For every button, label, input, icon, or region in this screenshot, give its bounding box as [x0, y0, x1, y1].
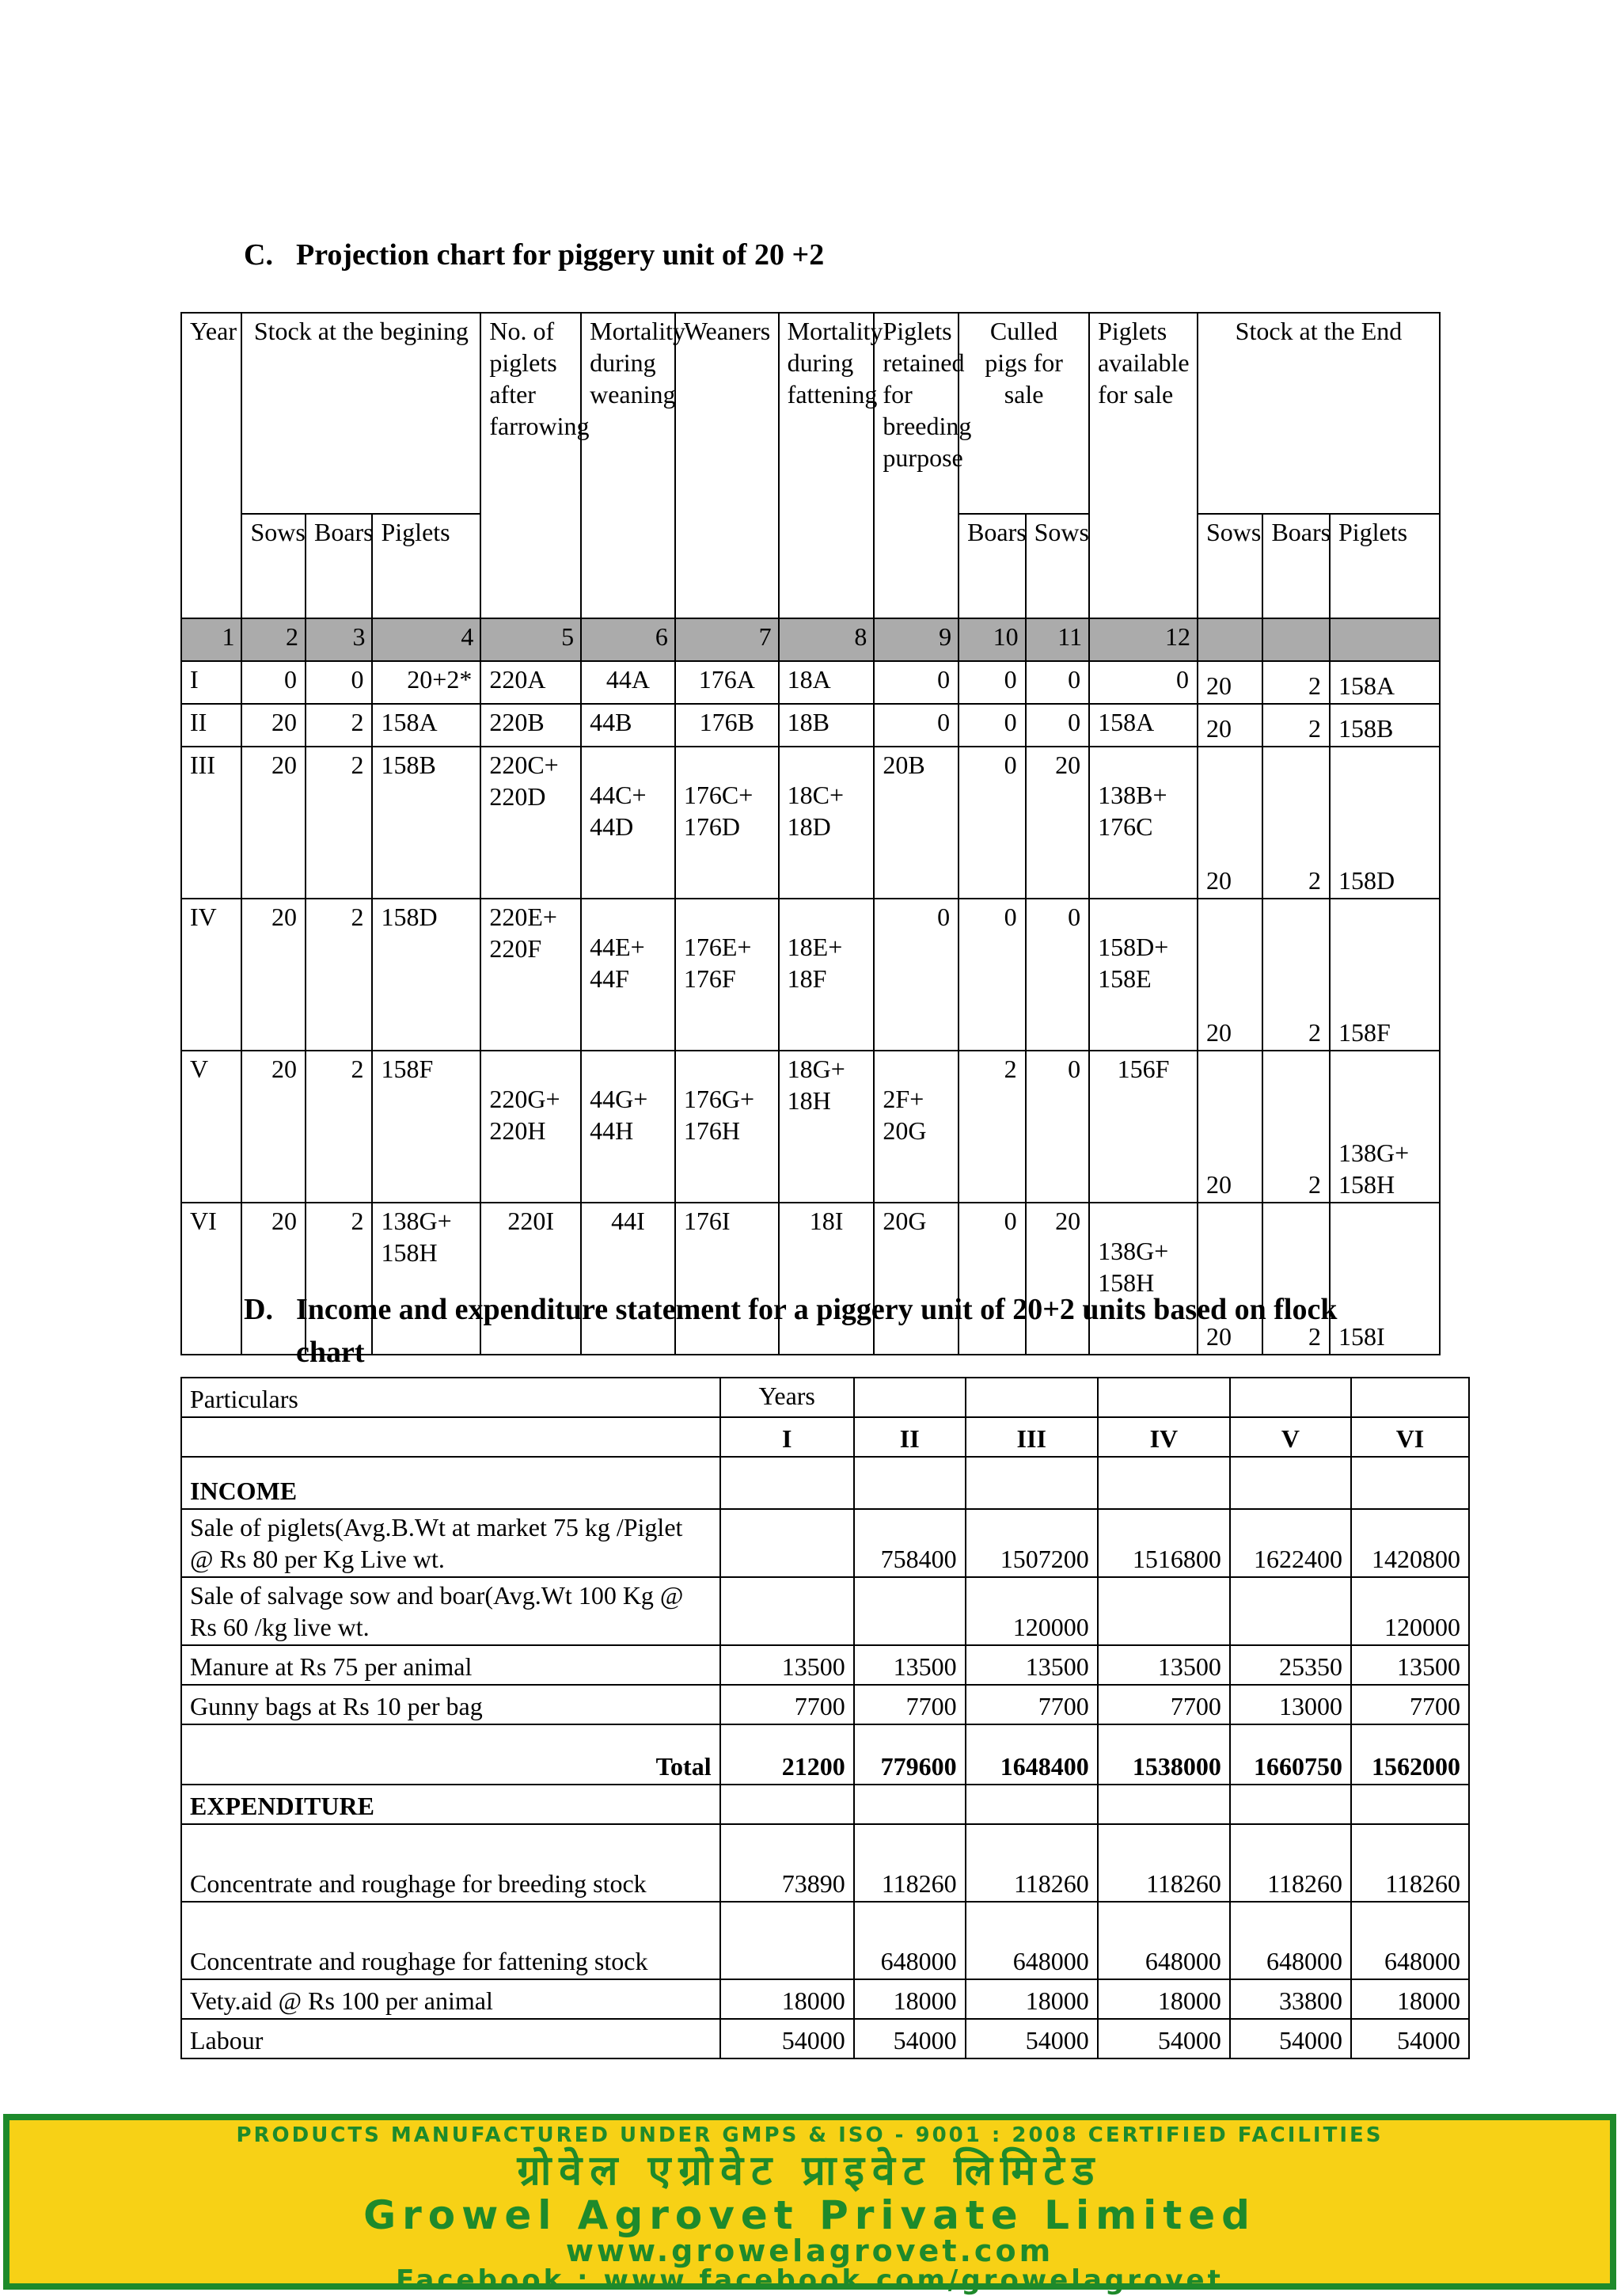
cell-end-boars: 2	[1262, 1203, 1330, 1355]
cell-mortality-weaning: 44B	[581, 704, 675, 747]
cell-culled-sows: 20	[1026, 1203, 1090, 1355]
cell-weaners: 176E+ 176F	[675, 899, 779, 1051]
row-value: 13500	[1098, 1645, 1230, 1685]
blank-cell	[1098, 1378, 1230, 1417]
column-index: 10	[959, 618, 1026, 661]
total-label: Total	[181, 1724, 720, 1785]
cell-farrowing: 220E+ 220F	[480, 899, 581, 1051]
banner-facebook: Facebook : www.facebook.com/growelagrovet	[396, 2264, 1224, 2296]
total-value: 1538000	[1098, 1724, 1230, 1785]
blank-cell	[720, 1785, 854, 1824]
cell-available: 156F	[1089, 1051, 1198, 1203]
cell-year: IV	[181, 899, 241, 1051]
total-value: 21200	[720, 1724, 854, 1785]
banner-company-name: Growel Agrovet Private Limited	[363, 2192, 1256, 2238]
header-years: Years	[720, 1378, 854, 1417]
blank-cell	[966, 1457, 1098, 1509]
column-index: 8	[779, 618, 875, 661]
row-value: 18000	[1098, 1979, 1230, 2019]
row-label: Sale of salvage sow and boar(Avg.Wt 100 Kg @ Rs 60 /kg live wt.	[181, 1577, 720, 1645]
row-value: 33800	[1230, 1979, 1351, 2019]
subheader-end-sows: Sows	[1198, 514, 1263, 618]
subheader-end-piglets: Piglets	[1330, 514, 1440, 618]
header-particulars: Particulars	[181, 1378, 720, 1417]
column-index: 9	[874, 618, 959, 661]
section-d-title: Income and expenditure statement for a piggery unit of 20+2 units based on flock chart	[296, 1293, 1338, 1369]
cell-culled-boars: 0	[959, 704, 1026, 747]
cell-mortality-weaning: 44E+ 44F	[581, 899, 675, 1051]
year-header: III	[966, 1417, 1098, 1457]
cell-culled-sows: 20	[1026, 747, 1090, 899]
blank-cell	[1230, 1378, 1351, 1417]
cell-weaners: 176C+ 176D	[675, 747, 779, 899]
table-row	[181, 899, 1440, 1051]
row-value: 13500	[720, 1645, 854, 1685]
column-index-blank	[1262, 618, 1330, 661]
total-row	[181, 1724, 1469, 1785]
row-value: 1420800	[1351, 1509, 1469, 1577]
row-value: 118260	[1351, 1824, 1469, 1902]
row-value	[854, 1577, 966, 1645]
row-value: 7700	[720, 1685, 854, 1724]
table-row	[181, 1824, 1469, 1902]
row-value: 54000	[1230, 2019, 1351, 2058]
subheader-culled-boars: Boars	[959, 514, 1026, 618]
cell-retained: 20G	[874, 1203, 959, 1355]
row-label: Manure at Rs 75 per animal	[181, 1645, 720, 1685]
cell-boars: 0	[306, 661, 373, 704]
cell-end-boars: 2	[1262, 704, 1330, 747]
cell-year: I	[181, 661, 241, 704]
column-index: 2	[241, 618, 306, 661]
column-index-blank	[1330, 618, 1440, 661]
header-year: Year	[181, 313, 241, 618]
blank-cell	[181, 1417, 720, 1457]
cell-mortality-weaning: 44A	[581, 661, 675, 704]
cell-year: II	[181, 704, 241, 747]
header-mortality-fattening: Mortality during fattening	[779, 313, 875, 618]
cell-mortality-fattening: 18E+ 18F	[779, 899, 875, 1051]
cell-sows: 20	[241, 1051, 306, 1203]
cell-retained: 0	[874, 704, 959, 747]
blank-cell	[1351, 1457, 1469, 1509]
table-row	[181, 1509, 1469, 1577]
cell-weaners: 176B	[675, 704, 779, 747]
cell-sows: 20	[241, 1203, 306, 1355]
row-value: 73890	[720, 1824, 854, 1902]
cell-retained: 0	[874, 661, 959, 704]
row-value: 7700	[854, 1685, 966, 1724]
cell-end-sows: 20	[1198, 1203, 1263, 1355]
table-row	[181, 1979, 1469, 2019]
cell-year: III	[181, 747, 241, 899]
cell-available: 158A	[1089, 704, 1198, 747]
cell-end-sows: 20	[1198, 899, 1263, 1051]
column-index: 4	[372, 618, 480, 661]
cell-culled-boars: 0	[959, 747, 1026, 899]
cell-end-sows: 20	[1198, 1051, 1263, 1203]
row-value: 54000	[720, 2019, 854, 2058]
cell-end-piglets: 158F	[1330, 899, 1440, 1051]
table-row	[181, 1051, 1440, 1203]
row-value: 54000	[854, 2019, 966, 2058]
table-row	[181, 1645, 1469, 1685]
cell-boars: 2	[306, 1203, 373, 1355]
cell-end-sows: 20	[1198, 704, 1263, 747]
cell-mortality-fattening: 18C+ 18D	[779, 747, 875, 899]
cell-mortality-weaning: 44I	[581, 1203, 675, 1355]
row-value	[1098, 1577, 1230, 1645]
cell-end-boars: 2	[1262, 661, 1330, 704]
header-piglets-available: Piglets available for sale	[1089, 313, 1198, 618]
row-value	[720, 1902, 854, 1979]
cell-piglets: 158B	[372, 747, 480, 899]
blank-cell	[1098, 1457, 1230, 1509]
row-value: 648000	[854, 1902, 966, 1979]
cell-farrowing: 220A	[480, 661, 581, 704]
column-index: 11	[1026, 618, 1090, 661]
footer-banner	[3, 2114, 1616, 2296]
row-value: 1516800	[1098, 1509, 1230, 1577]
cell-sows: 20	[241, 704, 306, 747]
row-value	[720, 1577, 854, 1645]
cell-sows: 0	[241, 661, 306, 704]
cell-weaners: 176G+ 176H	[675, 1051, 779, 1203]
table-row	[181, 2019, 1469, 2058]
row-value: 18000	[1351, 1979, 1469, 2019]
cell-culled-boars: 2	[959, 1051, 1026, 1203]
cell-sows: 20	[241, 899, 306, 1051]
row-value: 7700	[1098, 1685, 1230, 1724]
row-label: Sale of piglets(Avg.B.Wt at market 75 kg /Piglet @ Rs 80 per Kg Live wt.	[181, 1509, 720, 1577]
cell-culled-sows: 0	[1026, 899, 1090, 1051]
row-value: 1622400	[1230, 1509, 1351, 1577]
header-piglets-farrowing: No. of piglets after farrowing	[480, 313, 581, 618]
cell-farrowing: 220G+ 220H	[480, 1051, 581, 1203]
row-value: 118260	[966, 1824, 1098, 1902]
column-index: 7	[675, 618, 779, 661]
row-value: 758400	[854, 1509, 966, 1577]
cell-end-piglets: 138G+ 158H	[1330, 1051, 1440, 1203]
column-index: 5	[480, 618, 581, 661]
cell-mortality-weaning: 44C+ 44D	[581, 747, 675, 899]
table-row	[181, 661, 1440, 704]
cell-end-boars: 2	[1262, 899, 1330, 1051]
cell-available: 158D+ 158E	[1089, 899, 1198, 1051]
cell-boars: 2	[306, 1051, 373, 1203]
row-value: 18000	[854, 1979, 966, 2019]
subheader-piglets: Piglets	[372, 514, 480, 618]
row-value: 648000	[1098, 1902, 1230, 1979]
blank-cell	[966, 1785, 1098, 1824]
subheader-end-boars: Boars	[1262, 514, 1330, 618]
row-value: 648000	[966, 1902, 1098, 1979]
cell-available: 0	[1089, 661, 1198, 704]
total-value: 1648400	[966, 1724, 1098, 1785]
header-piglets-retained: Piglets retained for breeding purpose	[874, 313, 959, 618]
cell-boars: 2	[306, 704, 373, 747]
table-row	[181, 1902, 1469, 1979]
row-value: 7700	[1351, 1685, 1469, 1724]
table-row	[181, 1577, 1469, 1645]
cell-sows: 20	[241, 747, 306, 899]
cell-piglets: 20+2*	[372, 661, 480, 704]
cell-culled-boars: 0	[959, 899, 1026, 1051]
cell-culled-sows: 0	[1026, 1051, 1090, 1203]
blank-cell	[720, 1457, 854, 1509]
row-value	[1230, 1577, 1351, 1645]
section-c-letter: C.	[244, 238, 273, 272]
year-header: V	[1230, 1417, 1351, 1457]
header-weaners: Weaners	[675, 313, 779, 618]
header-stock-begin: Stock at the begining	[241, 313, 480, 514]
section-c-title: Projection chart for piggery unit of 20 +2	[296, 238, 825, 272]
cell-culled-sows: 0	[1026, 661, 1090, 704]
blank-cell	[854, 1378, 966, 1417]
banner-certification: PRODUCTS MANUFACTURED UNDER GMPS & ISO - 9001 : 2008 CERTIFIED FACILITIES	[236, 2123, 1384, 2147]
row-value: 54000	[966, 2019, 1098, 2058]
cell-end-piglets: 158I	[1330, 1203, 1440, 1355]
subheader-sows: Sows	[241, 514, 306, 618]
cell-end-boars: 2	[1262, 747, 1330, 899]
banner-company-hindi: ग्रोवेल एग्रोवेट प्राइवेट लिमिटेड	[517, 2147, 1103, 2195]
income-label: INCOME	[181, 1457, 720, 1509]
blank-cell	[966, 1378, 1098, 1417]
cell-weaners: 176A	[675, 661, 779, 704]
cell-end-piglets: 158B	[1330, 704, 1440, 747]
subheader-culled-sows: Sows	[1026, 514, 1090, 618]
blank-cell	[1230, 1785, 1351, 1824]
row-value: 13500	[966, 1645, 1098, 1685]
column-index-blank	[1198, 618, 1263, 661]
cell-farrowing: 220I	[480, 1203, 581, 1355]
row-value: 25350	[1230, 1645, 1351, 1685]
section-d-heading	[244, 1288, 1391, 1374]
blank-cell	[854, 1457, 966, 1509]
cell-mortality-weaning: 44G+ 44H	[581, 1051, 675, 1203]
income-expenditure-table	[180, 1377, 1470, 2059]
cell-culled-sows: 0	[1026, 704, 1090, 747]
cell-culled-boars: 0	[959, 1203, 1026, 1355]
expenditure-label: EXPENDITURE	[181, 1785, 720, 1824]
year-header: VI	[1351, 1417, 1469, 1457]
row-value: 54000	[1351, 2019, 1469, 2058]
row-value: 7700	[966, 1685, 1098, 1724]
row-value: 54000	[1098, 2019, 1230, 2058]
cell-farrowing: 220C+ 220D	[480, 747, 581, 899]
cell-mortality-fattening: 18A	[779, 661, 875, 704]
cell-end-sows: 20	[1198, 661, 1263, 704]
subheader-boars: Boars	[306, 514, 373, 618]
year-header: I	[720, 1417, 854, 1457]
cell-end-piglets: 158D	[1330, 747, 1440, 899]
blank-cell	[1351, 1378, 1469, 1417]
column-index: 3	[306, 618, 373, 661]
column-index: 1	[181, 618, 241, 661]
year-header: II	[854, 1417, 966, 1457]
total-value: 779600	[854, 1724, 966, 1785]
row-value: 13000	[1230, 1685, 1351, 1724]
cell-culled-boars: 0	[959, 661, 1026, 704]
cell-end-sows: 20	[1198, 747, 1263, 899]
total-value: 1660750	[1230, 1724, 1351, 1785]
row-value: 118260	[854, 1824, 966, 1902]
cell-retained: 0	[874, 899, 959, 1051]
cell-boars: 2	[306, 899, 373, 1051]
section-c-heading	[244, 234, 1431, 276]
row-value: 13500	[1351, 1645, 1469, 1685]
banner-website: www.growelagrovet.com	[565, 2233, 1054, 2268]
cell-retained: 20B	[874, 747, 959, 899]
cell-available: 138B+ 176C	[1089, 747, 1198, 899]
cell-end-piglets: 158A	[1330, 661, 1440, 704]
row-label: Gunny bags at Rs 10 per bag	[181, 1685, 720, 1724]
column-index: 12	[1089, 618, 1198, 661]
row-label: Vety.aid @ Rs 100 per animal	[181, 1979, 720, 2019]
header-stock-end: Stock at the End	[1198, 313, 1440, 514]
blank-cell	[1230, 1457, 1351, 1509]
blank-cell	[1351, 1785, 1469, 1824]
blank-cell	[854, 1785, 966, 1824]
row-value	[720, 1509, 854, 1577]
projection-chart-table	[180, 312, 1441, 1355]
total-value: 1562000	[1351, 1724, 1469, 1785]
header-mortality-weaning: Mortality during weaning	[581, 313, 675, 618]
cell-piglets: 158A	[372, 704, 480, 747]
cell-farrowing: 220B	[480, 704, 581, 747]
row-value: 648000	[1230, 1902, 1351, 1979]
table-row	[181, 1685, 1469, 1724]
cell-weaners: 176I	[675, 1203, 779, 1355]
cell-year: V	[181, 1051, 241, 1203]
blank-cell	[1098, 1785, 1230, 1824]
cell-available: 138G+ 158H	[1089, 1203, 1198, 1355]
header-culled-pigs: Culled pigs for sale	[959, 313, 1089, 514]
row-label: Concentrate and roughage for breeding stock	[181, 1824, 720, 1902]
column-index: 6	[581, 618, 675, 661]
cell-mortality-fattening: 18G+ 18H	[779, 1051, 875, 1203]
row-value: 118260	[1230, 1824, 1351, 1902]
cell-piglets: 158F	[372, 1051, 480, 1203]
row-label: Labour	[181, 2019, 720, 2058]
year-header: IV	[1098, 1417, 1230, 1457]
table-row	[181, 704, 1440, 747]
cell-mortality-fattening: 18B	[779, 704, 875, 747]
table-row	[181, 747, 1440, 899]
row-value: 18000	[966, 1979, 1098, 2019]
row-value: 648000	[1351, 1902, 1469, 1979]
cell-piglets: 158D	[372, 899, 480, 1051]
cell-retained: 2F+ 20G	[874, 1051, 959, 1203]
cell-piglets: 138G+ 158H	[372, 1203, 480, 1355]
row-value: 120000	[1351, 1577, 1469, 1645]
row-label: Concentrate and roughage for fattening stock	[181, 1902, 720, 1979]
cell-boars: 2	[306, 747, 373, 899]
row-value: 18000	[720, 1979, 854, 2019]
cell-mortality-fattening: 18I	[779, 1203, 875, 1355]
cell-year: VI	[181, 1203, 241, 1355]
section-d-letter: D.	[244, 1293, 273, 1326]
row-value: 13500	[854, 1645, 966, 1685]
row-value: 1507200	[966, 1509, 1098, 1577]
row-value: 118260	[1098, 1824, 1230, 1902]
cell-end-boars: 2	[1262, 1051, 1330, 1203]
row-value: 120000	[966, 1577, 1098, 1645]
